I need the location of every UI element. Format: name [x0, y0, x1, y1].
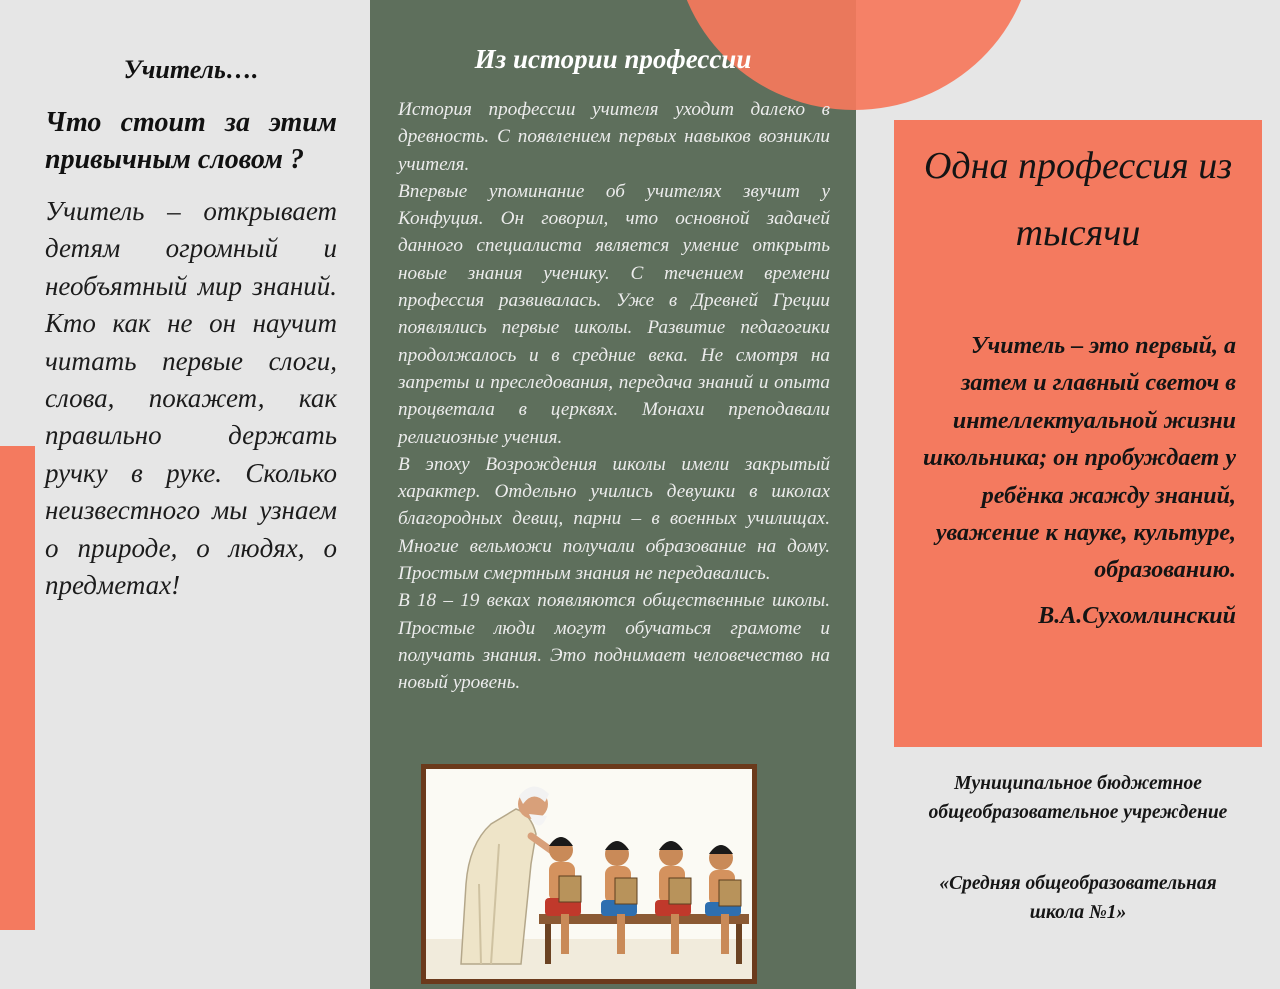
left-accent-stripe	[0, 446, 35, 930]
quote-author: В.А.Сухомлинский	[1038, 603, 1236, 629]
history-paragraph: В эпоху Возрождения школы имели закрытый характер. Отдельно учились девушки в школах благородных девиц, парни – в военных училищах. Многие вельможи получали образование на дому. Простым смертным знания не передавались.	[398, 453, 830, 585]
right-heading: Одна профессия из тысячи	[923, 145, 1233, 254]
left-title: Учитель….	[123, 55, 259, 84]
history-paragraph: Впервые упоминание об учителях звучит у Конфуция. Он говорил, что основной задачей данного специалиста является умение открыть новые знания ученику. С течением времени профессия развивалась. Уже в Древней Греции появлялись первые школы. Развитие педагогики продолжалось и в средние века. Не смотря на запреты и преследования, передача знаний и опыта процветала в церквях. Монахи преподавали религиозные учения.	[398, 180, 830, 448]
history-paragraph: В 18 – 19 веках появляются общественные школы. Простые люди могут обучаться грамоте и получать знания. Это поднимает человечество на новый уровень.	[398, 590, 830, 694]
left-question: Что стоит за этим привычным словом ?	[45, 107, 337, 175]
left-body-text: Учитель – открывает детям огромный и необъятный мир знаний. Кто как не он научит читать первые слоги, слова, покажет, как правильно держать ручку в руке. Сколько неизвестного мы узнаем о природе, о людях, о предметах!	[45, 196, 337, 601]
history-text	[398, 96, 830, 697]
school-name: «Средняя общеобразовательная школа №1»	[939, 873, 1217, 923]
history-title: Из истории профессии	[474, 44, 752, 74]
history-paragraph: История профессии учителя уходит далеко в древность. С появлением первых навыков возникли учителя.	[398, 99, 830, 175]
quote-text: Учитель – это первый, а затем и главный светоч в интеллектуальной жизни школьника; он пробуждает у ребёнка жажду знаний, уважение к науке, культуре, образованию.	[923, 333, 1236, 584]
teacher-with-pupils-illustration	[421, 764, 757, 984]
school-type: Муниципальное бюджетное общеобразовательное учреждение	[928, 773, 1228, 823]
